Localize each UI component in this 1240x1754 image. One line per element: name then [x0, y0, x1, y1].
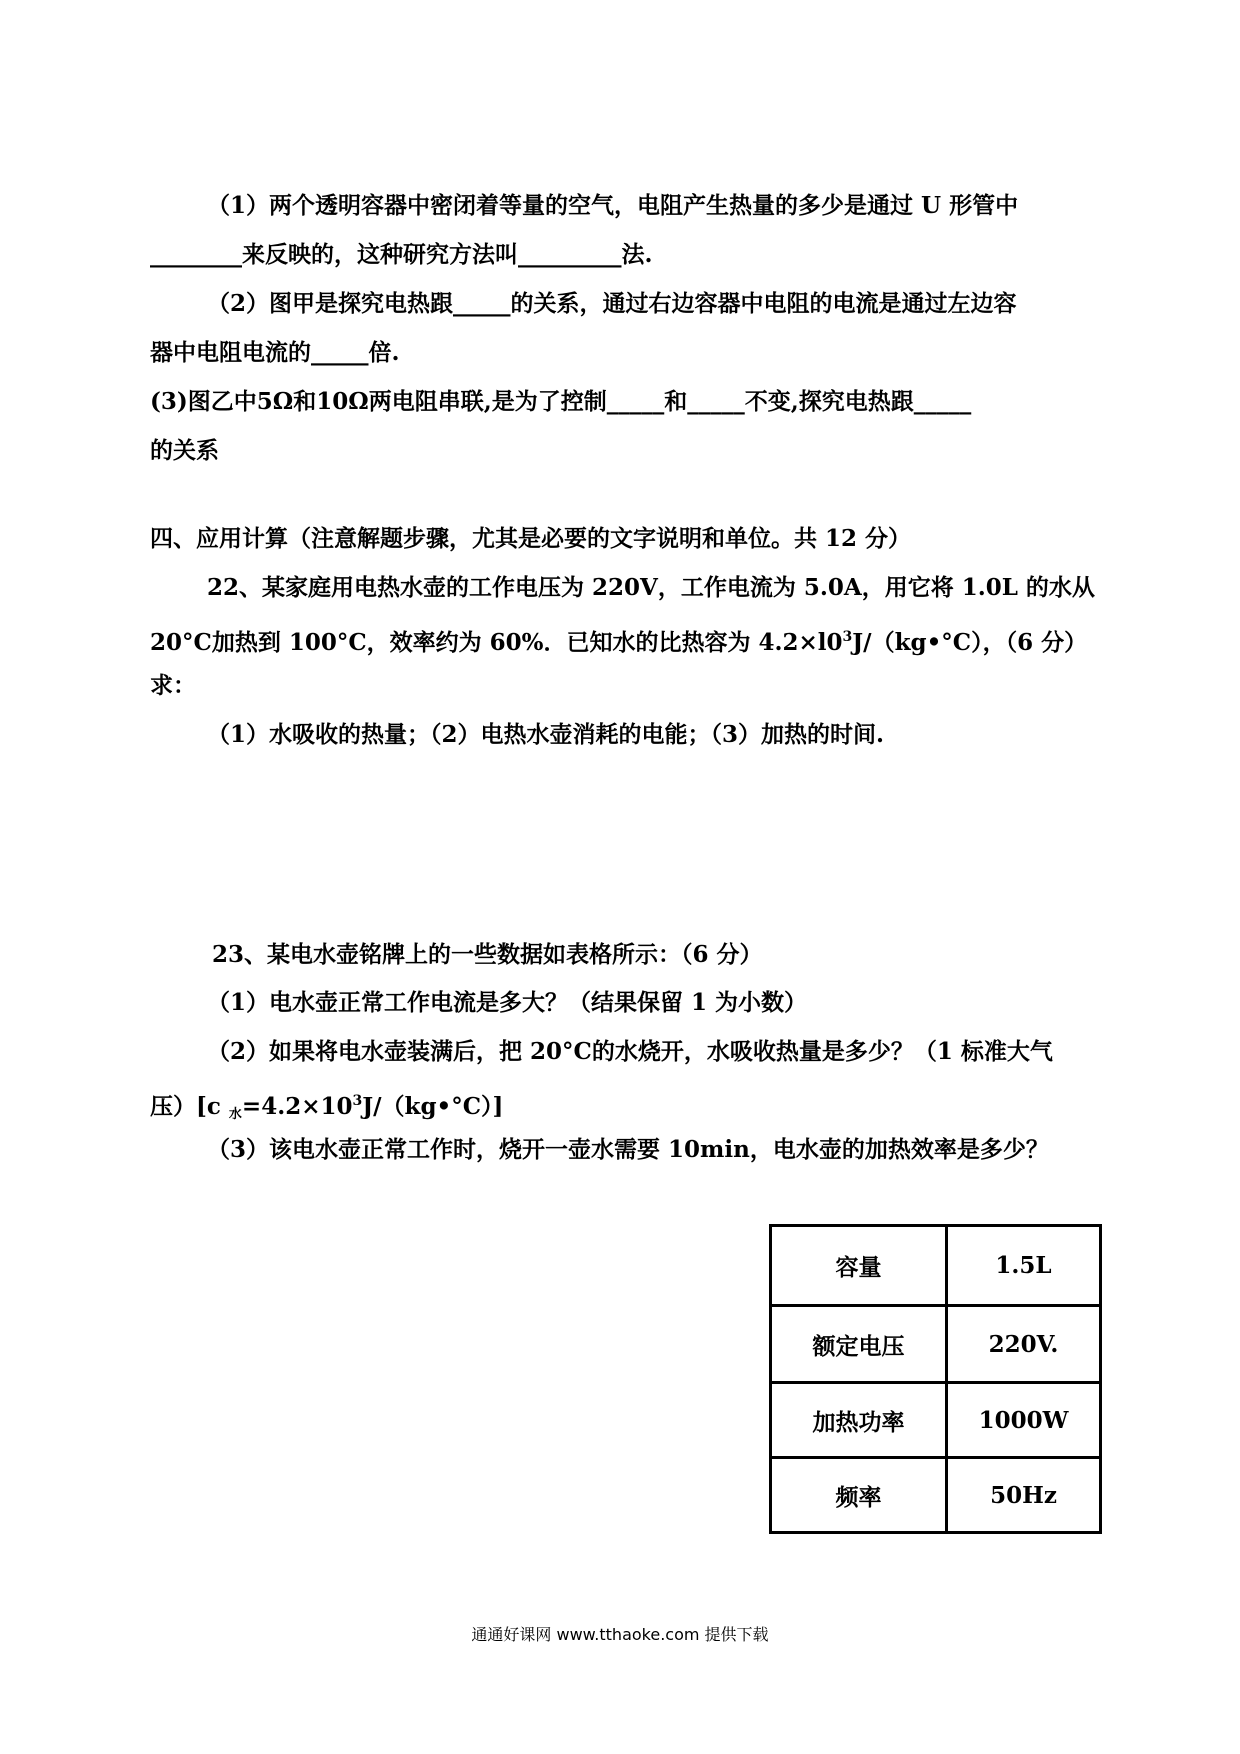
table-cell-key: 容量 [771, 1226, 947, 1306]
table-row [771, 1383, 1101, 1458]
q22-exponent: 3 [842, 629, 853, 645]
footer-text: 通通好课网 www.tthaoke.com 提供下载 [471, 1625, 769, 1644]
section-heading: 四、应用计算（注意解题步骤，尤其是必要的文字说明和单位。共 12 分） [150, 525, 912, 552]
table-cell-value: 1000W [947, 1383, 1101, 1458]
table-row [771, 1458, 1101, 1533]
table-cell-value: 1.5L [947, 1226, 1101, 1306]
q22-line2-text: 20°C加热到 100°C，效率约为 60%．已知水的比热容为 4.2×l0 [150, 629, 843, 656]
q22-line3: 求： [150, 672, 196, 699]
table-row [771, 1226, 1101, 1306]
q21-part3-line1: (3)图乙中5Ω和10Ω两电阻串联,是为了控制_____和_____不变,探究电热跟_____ [150, 388, 972, 415]
q23-subscript: 水 [228, 1107, 242, 1122]
q23-line5: （3）该电水壶正常工作时，烧开一壶水需要 10min，电水壶的加热效率是多少？ [207, 1136, 1049, 1163]
q21-part2-line2: 器中电阻电流的_____倍. [150, 339, 400, 366]
spec-table [769, 1224, 1102, 1534]
q22-line1: 22、某家庭用电热水壶的工作电压为 220V，工作电流为 5.0A，用它将 1.0L 的水从 [207, 574, 1095, 601]
q23-line2: （1）电水壶正常工作电流是多大？（结果保留 1 为小数） [207, 989, 808, 1016]
q21-part1-line2: ________来反映的，这种研究方法叫_________法. [150, 241, 653, 268]
q21-part1-line1: （1）两个透明容器中密闭着等量的空气，电阻产生热量的多少是通过 U 形管中 [207, 192, 1019, 219]
q23-line4-unit: J/（kg•°C）] [362, 1093, 504, 1120]
q23-line4-text: 压）[c [150, 1093, 229, 1120]
table-row [771, 1306, 1101, 1383]
q21-part2-line1: （2）图甲是探究电热跟_____的关系，通过右边容器中电阻的电流是通过左边容 [207, 290, 1017, 317]
q23-exponent: 3 [352, 1093, 363, 1109]
table-cell-key: 频率 [771, 1458, 947, 1533]
q23-line4-value: =4.2×10 [241, 1093, 353, 1120]
q21-part3-line2: 的关系 [150, 437, 219, 464]
q22-line4: （1）水吸收的热量；（2）电热水壶消耗的电能；（3）加热的时间. [207, 721, 885, 748]
table-cell-key: 加热功率 [771, 1383, 947, 1458]
q23-line3: （2）如果将电水壶装满后，把 20°C的水烧开，水吸收热量是多少？（1 标准大气 [207, 1038, 1053, 1065]
q23-line1: 23、某电水壶铭牌上的一些数据如表格所示：（6 分） [212, 941, 763, 968]
table-cell-value: 50Hz [947, 1458, 1101, 1533]
table-cell-key: 额定电压 [771, 1306, 947, 1383]
q22-line2 [150, 622, 1087, 658]
table-cell-value: 220V. [947, 1306, 1101, 1383]
q22-line2-unit: J/（kg•°C），（6 分） [852, 629, 1088, 656]
q23-line4 [150, 1086, 503, 1130]
